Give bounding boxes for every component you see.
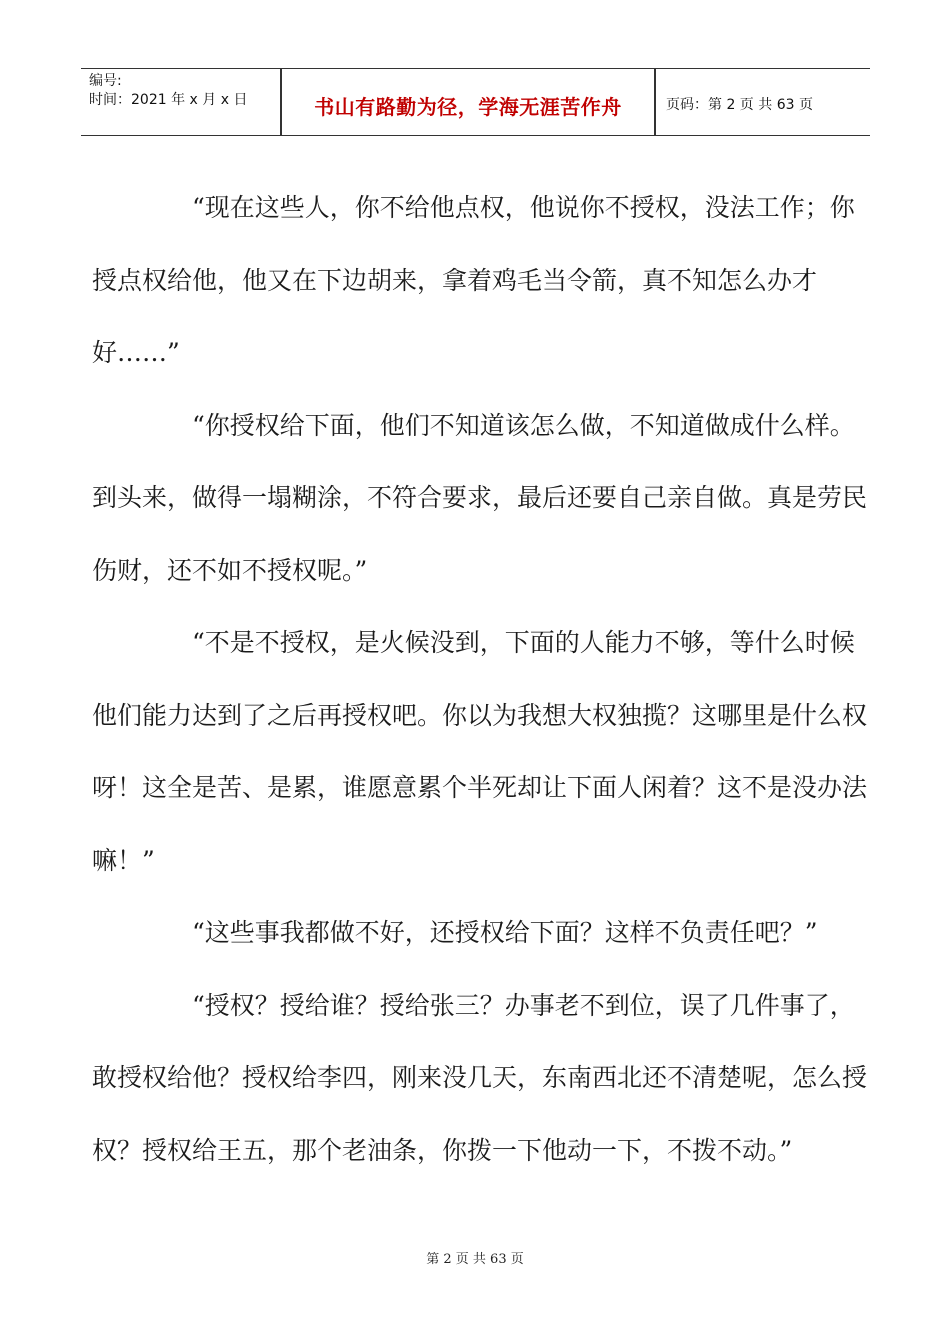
serial-number-label: 编号: [89, 73, 122, 89]
page-footer: 第 2 页 共 63 页 [426, 1252, 524, 1267]
document-body [92, 172, 867, 1187]
paragraph: “授权？授给谁？授给张三？办事老不到位，误了几件事了，敢授权给他？授权给李四，刚来没几天，东南西北还不清楚呢，怎么授权？授权给王五，那个老油条，你拨一下他动一下，不拨不动。” [92, 990, 868, 1165]
header-page-info: 页码：第 2 页 共 63 页 [666, 97, 813, 113]
paragraph: “这些事我都做不好，还授权给下面？这样不负责任吧？” [192, 918, 818, 947]
page-header [81, 68, 870, 136]
paragraph: “现在这些人，你不给他点权，他说你不授权，没法工作；你授点权给他，他又在下边胡来，拿着鸡毛当令箭，真不知怎么办才好……” [92, 193, 855, 367]
paragraph: “不是不授权，是火候没到，下面的人能力不够，等什么时候他们能力达到了之后再授权吧。你以为我想大权独揽？这哪里是什么权呀！这全是苦、是累，谁愿意累个半死却让下面人闲着？这不是没办法嘛！” [92, 628, 868, 875]
header-divider [654, 69, 656, 135]
date-label: 时间：2021 年 x 月 x 日 [89, 92, 248, 108]
header-motto: 书山有路勤为径，学海无涯苦作舟 [314, 95, 622, 119]
paragraph: “你授权给下面，他们不知道该怎么做，不知道做成什么样。到头来，做得一塌糊涂，不符合要求，最后还要自己亲自做。真是劳民伤财，还不如不授权呢。” [92, 410, 868, 585]
header-meta [89, 72, 247, 110]
